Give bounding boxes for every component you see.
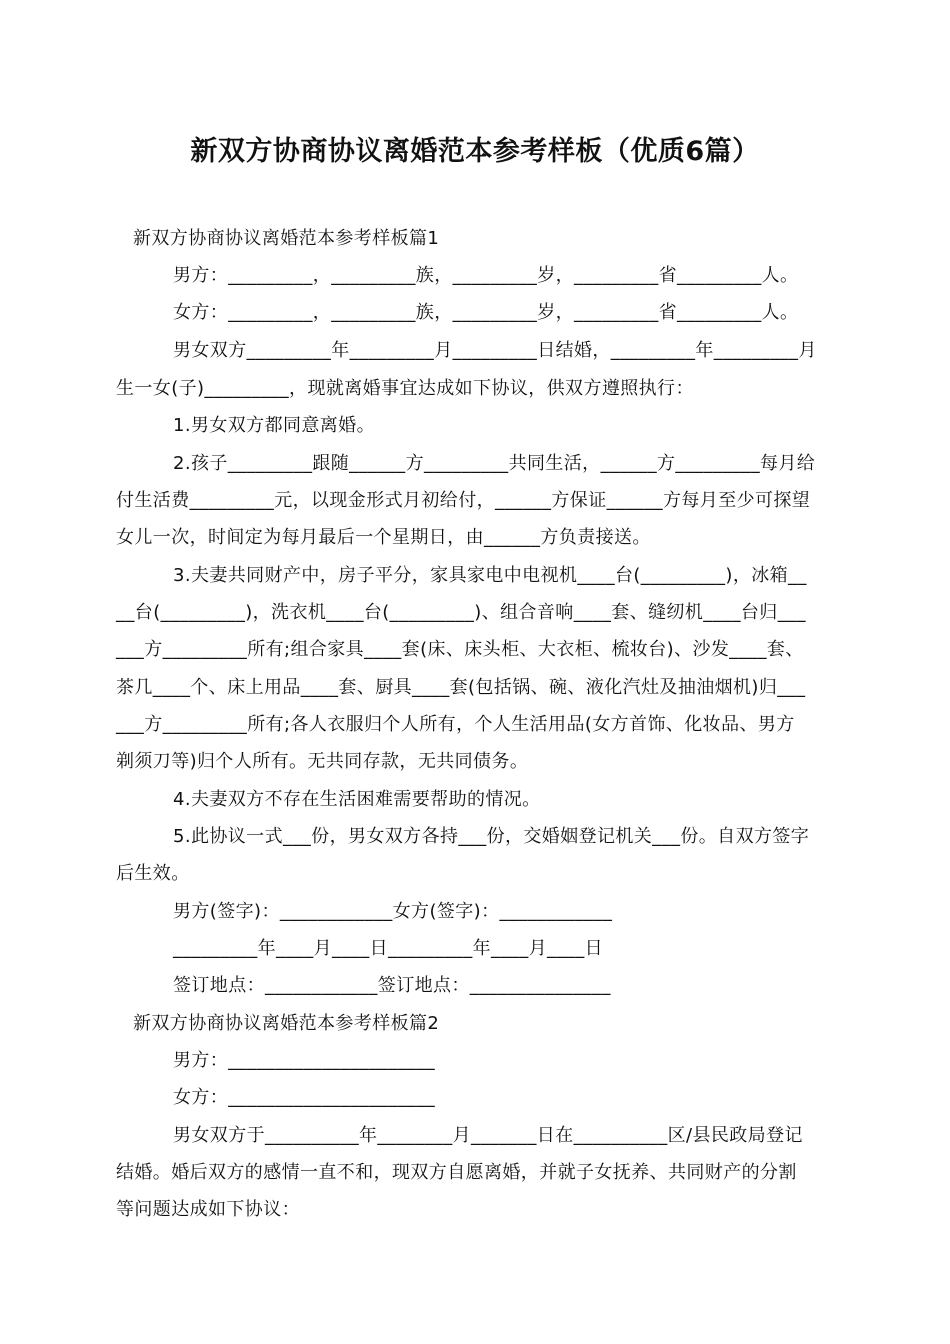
clause-5-line: 后生效。 xyxy=(116,863,190,884)
clause-2-line: 女儿一次，时间定为每月最后一个星期日，由______方负责接送。 xyxy=(116,527,651,548)
clause-3-line: __台(_________)，洗衣机____台(_________)、组合音响____套、缝纫机____台归___ xyxy=(116,602,806,623)
section-heading-1: 新双方协商协议离婚范本参考样板篇1 xyxy=(133,228,440,249)
clause-2-line: 2.孩子_________跟随______方_________共同生活，______方_________每月给 xyxy=(173,453,816,474)
clause-3-line: ___方_________所有;组合家具____套(床、床头柜、大衣柜、梳妆台)、沙发____套、 xyxy=(116,639,804,660)
clause-3-line: 剃须刀等)归个人所有。无共同存款，无共同债务。 xyxy=(116,751,529,772)
husband-line: 男方：______________________ xyxy=(173,1050,435,1071)
clause-2-line: 付生活费_________元，以现金形式月初给付，______方保证______方每月至少可探望 xyxy=(116,490,811,511)
paragraph-line: 等问题达成如下协议： xyxy=(116,1199,300,1220)
date-line: _________年____月____日_________年____月____日 xyxy=(173,938,603,959)
section-heading-2: 新双方协商协议离婚范本参考样板篇2 xyxy=(133,1013,440,1034)
paragraph-line: 生一女(子)_________，现就离婚事宜达成如下协议，供双方遵照执行： xyxy=(116,378,694,399)
signing-place-line: 签订地点：____________签订地点：_______________ xyxy=(173,975,611,996)
paragraph-line: 男女双方于__________年________月_______日在__________区/县民政局登记 xyxy=(173,1125,803,1146)
paragraph-line: 结婚。婚后双方的感情一直不和，现双方自愿离婚，并就子女抚养、共同财产的分割 xyxy=(116,1162,797,1183)
clause-5-line: 5.此协议一式___份，男女双方各持___份，交婚姻登记机关___份。自双方签字 xyxy=(173,826,810,847)
paragraph-line: 男女双方_________年_________月_________日结婚，_________年_________月 xyxy=(173,340,817,361)
signature-line: 男方(签字)：____________女方(签字)：____________ xyxy=(173,901,613,922)
clause-1: 1.男女双方都同意离婚。 xyxy=(173,415,375,436)
clause-3-line: 3.夫妻共同财产中，房子平分，家具家电中电视机____台(_________)，冰箱__ xyxy=(173,565,807,586)
clause-3-line: 茶几____个、床上用品____套、厨具____套(包括锅、碗、液化汽灶及抽油烟机)归___ xyxy=(116,677,806,698)
wife-line: 女方：______________________ xyxy=(173,1087,435,1108)
wife-info-line: 女方：_________，_________族，_________岁，_________省_________人。 xyxy=(173,302,799,323)
document-title: 新双方协商协议离婚范本参考样板（优质6篇） xyxy=(190,136,760,167)
clause-3-line: ___方_________所有;各人衣服归个人所有，个人生活用品(女方首饰、化妆品、男方 xyxy=(116,714,795,735)
husband-info-line: 男方：_________，_________族，_________岁，_________省_________人。 xyxy=(173,265,799,286)
clause-4: 4.夫妻双方不存在生活困难需要帮助的情况。 xyxy=(173,789,541,810)
